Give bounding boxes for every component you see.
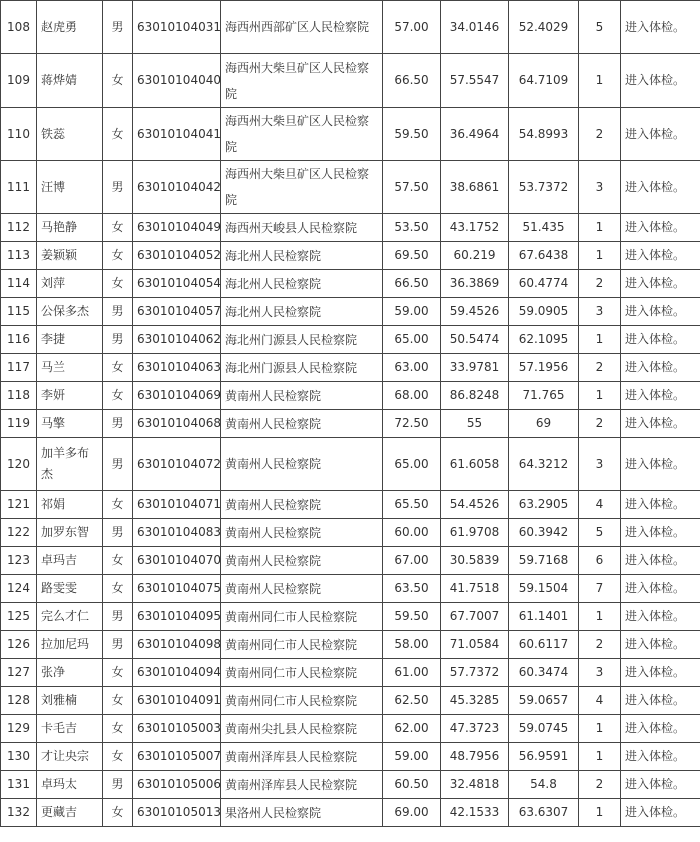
cell-rank: 6 bbox=[579, 547, 621, 575]
cell-total: 52.4029 bbox=[509, 1, 579, 54]
cell-interview: 33.9781 bbox=[441, 354, 509, 382]
cell-name: 汪博 bbox=[37, 161, 103, 214]
cell-interview: 61.6058 bbox=[441, 438, 509, 491]
cell-written: 60.50 bbox=[383, 771, 441, 799]
cell-interview: 41.7518 bbox=[441, 575, 509, 603]
cell-result: 进入体检。 bbox=[621, 491, 700, 519]
cell-interview: 47.3723 bbox=[441, 715, 509, 743]
cell-gender: 女 bbox=[103, 354, 133, 382]
table-row bbox=[1, 659, 700, 687]
cell-org: 黄南州人民检察院 bbox=[221, 410, 383, 438]
cell-id: 63010104062 bbox=[133, 326, 221, 354]
cell-name: 才让央宗 bbox=[37, 743, 103, 771]
cell-written: 59.50 bbox=[383, 108, 441, 161]
cell-rank: 7 bbox=[579, 575, 621, 603]
cell-rank: 1 bbox=[579, 214, 621, 242]
cell-interview: 57.7372 bbox=[441, 659, 509, 687]
cell-no: 131 bbox=[1, 771, 37, 799]
cell-interview: 59.4526 bbox=[441, 298, 509, 326]
cell-result: 进入体检。 bbox=[621, 1, 700, 54]
table-row bbox=[1, 161, 700, 214]
cell-written: 61.00 bbox=[383, 659, 441, 687]
cell-interview: 43.1752 bbox=[441, 214, 509, 242]
cell-result: 进入体检。 bbox=[621, 743, 700, 771]
cell-gender: 女 bbox=[103, 214, 133, 242]
cell-gender: 女 bbox=[103, 547, 133, 575]
cell-rank: 1 bbox=[579, 743, 621, 771]
cell-no: 125 bbox=[1, 603, 37, 631]
cell-rank: 1 bbox=[579, 382, 621, 410]
cell-no: 114 bbox=[1, 270, 37, 298]
table-row bbox=[1, 491, 700, 519]
cell-gender: 男 bbox=[103, 161, 133, 214]
table-row bbox=[1, 547, 700, 575]
cell-no: 130 bbox=[1, 743, 37, 771]
cell-written: 66.50 bbox=[383, 270, 441, 298]
cell-total: 67.6438 bbox=[509, 242, 579, 270]
cell-org: 黄南州同仁市人民检察院 bbox=[221, 631, 383, 659]
table-row bbox=[1, 242, 700, 270]
cell-result: 进入体检。 bbox=[621, 659, 700, 687]
cell-no: 128 bbox=[1, 687, 37, 715]
cell-gender: 女 bbox=[103, 659, 133, 687]
cell-org: 黄南州泽库县人民检察院 bbox=[221, 743, 383, 771]
cell-total: 54.8993 bbox=[509, 108, 579, 161]
cell-id: 63010104091 bbox=[133, 687, 221, 715]
cell-written: 65.00 bbox=[383, 438, 441, 491]
table-row bbox=[1, 1, 700, 54]
cell-interview: 36.3869 bbox=[441, 270, 509, 298]
cell-result: 进入体检。 bbox=[621, 382, 700, 410]
cell-no: 127 bbox=[1, 659, 37, 687]
cell-interview: 34.0146 bbox=[441, 1, 509, 54]
cell-gender: 女 bbox=[103, 54, 133, 108]
cell-id: 63010104041 bbox=[133, 108, 221, 161]
cell-name: 马擎 bbox=[37, 410, 103, 438]
cell-name: 加罗东智 bbox=[37, 519, 103, 547]
cell-interview: 32.4818 bbox=[441, 771, 509, 799]
cell-interview: 30.5839 bbox=[441, 547, 509, 575]
cell-gender: 男 bbox=[103, 410, 133, 438]
cell-name: 铁蕊 bbox=[37, 108, 103, 161]
cell-no: 129 bbox=[1, 715, 37, 743]
cell-written: 59.00 bbox=[383, 743, 441, 771]
cell-org: 海北州人民检察院 bbox=[221, 270, 383, 298]
cell-name: 李捷 bbox=[37, 326, 103, 354]
cell-org: 黄南州人民检察院 bbox=[221, 438, 383, 491]
cell-id: 63010104083 bbox=[133, 519, 221, 547]
cell-name: 更藏吉 bbox=[37, 799, 103, 827]
cell-org: 海西州天峻县人民检察院 bbox=[221, 214, 383, 242]
table-row bbox=[1, 298, 700, 326]
cell-name: 卓玛太 bbox=[37, 771, 103, 799]
cell-no: 119 bbox=[1, 410, 37, 438]
cell-name: 祁娟 bbox=[37, 491, 103, 519]
cell-result: 进入体检。 bbox=[621, 438, 700, 491]
cell-name: 蒋烨婧 bbox=[37, 54, 103, 108]
cell-no: 118 bbox=[1, 382, 37, 410]
cell-name: 完么才仁 bbox=[37, 603, 103, 631]
cell-org: 海北州门源县人民检察院 bbox=[221, 326, 383, 354]
cell-rank: 1 bbox=[579, 799, 621, 827]
cell-result: 进入体检。 bbox=[621, 242, 700, 270]
cell-result: 进入体检。 bbox=[621, 799, 700, 827]
cell-result: 进入体检。 bbox=[621, 410, 700, 438]
table-row bbox=[1, 108, 700, 161]
cell-no: 122 bbox=[1, 519, 37, 547]
cell-written: 68.00 bbox=[383, 382, 441, 410]
cell-written: 62.00 bbox=[383, 715, 441, 743]
cell-interview: 57.5547 bbox=[441, 54, 509, 108]
cell-gender: 女 bbox=[103, 687, 133, 715]
table-row bbox=[1, 354, 700, 382]
cell-gender: 男 bbox=[103, 771, 133, 799]
cell-result: 进入体检。 bbox=[621, 771, 700, 799]
cell-rank: 2 bbox=[579, 771, 621, 799]
cell-rank: 1 bbox=[579, 603, 621, 631]
cell-result: 进入体检。 bbox=[621, 547, 700, 575]
cell-total: 54.8 bbox=[509, 771, 579, 799]
cell-id: 63010104094 bbox=[133, 659, 221, 687]
cell-interview: 45.3285 bbox=[441, 687, 509, 715]
cell-rank: 1 bbox=[579, 715, 621, 743]
cell-org: 黄南州人民检察院 bbox=[221, 491, 383, 519]
cell-total: 64.3212 bbox=[509, 438, 579, 491]
table-row bbox=[1, 603, 700, 631]
cell-interview: 38.6861 bbox=[441, 161, 509, 214]
cell-total: 53.7372 bbox=[509, 161, 579, 214]
cell-result: 进入体检。 bbox=[621, 214, 700, 242]
cell-id: 63010104052 bbox=[133, 242, 221, 270]
cell-gender: 男 bbox=[103, 298, 133, 326]
cell-name: 卓玛吉 bbox=[37, 547, 103, 575]
cell-org: 海西州西部矿区人民检察院 bbox=[221, 1, 383, 54]
cell-result: 进入体检。 bbox=[621, 326, 700, 354]
cell-rank: 2 bbox=[579, 631, 621, 659]
cell-written: 57.00 bbox=[383, 1, 441, 54]
cell-interview: 61.9708 bbox=[441, 519, 509, 547]
cell-interview: 50.5474 bbox=[441, 326, 509, 354]
cell-gender: 男 bbox=[103, 438, 133, 491]
cell-result: 进入体检。 bbox=[621, 519, 700, 547]
table-row bbox=[1, 575, 700, 603]
cell-no: 121 bbox=[1, 491, 37, 519]
cell-written: 69.00 bbox=[383, 799, 441, 827]
cell-total: 59.0745 bbox=[509, 715, 579, 743]
cell-result: 进入体检。 bbox=[621, 603, 700, 631]
cell-id: 63010105007 bbox=[133, 743, 221, 771]
cell-org: 黄南州人民检察院 bbox=[221, 519, 383, 547]
cell-written: 66.50 bbox=[383, 54, 441, 108]
cell-name: 路雯雯 bbox=[37, 575, 103, 603]
cell-written: 59.50 bbox=[383, 603, 441, 631]
table-row bbox=[1, 715, 700, 743]
cell-org: 海北州人民检察院 bbox=[221, 242, 383, 270]
cell-rank: 3 bbox=[579, 659, 621, 687]
table-row bbox=[1, 799, 700, 827]
cell-id: 63010105006 bbox=[133, 771, 221, 799]
cell-org: 海北州门源县人民检察院 bbox=[221, 354, 383, 382]
cell-name: 刘雅楠 bbox=[37, 687, 103, 715]
cell-rank: 5 bbox=[579, 1, 621, 54]
cell-gender: 女 bbox=[103, 242, 133, 270]
cell-id: 63010105013 bbox=[133, 799, 221, 827]
cell-rank: 2 bbox=[579, 108, 621, 161]
cell-gender: 女 bbox=[103, 108, 133, 161]
cell-no: 110 bbox=[1, 108, 37, 161]
cell-written: 58.00 bbox=[383, 631, 441, 659]
cell-gender: 男 bbox=[103, 603, 133, 631]
cell-result: 进入体检。 bbox=[621, 631, 700, 659]
cell-gender: 女 bbox=[103, 743, 133, 771]
cell-no: 120 bbox=[1, 438, 37, 491]
cell-written: 53.50 bbox=[383, 214, 441, 242]
cell-gender: 女 bbox=[103, 382, 133, 410]
cell-total: 62.1095 bbox=[509, 326, 579, 354]
cell-gender: 女 bbox=[103, 715, 133, 743]
table-row bbox=[1, 214, 700, 242]
cell-total: 51.435 bbox=[509, 214, 579, 242]
cell-org: 黄南州泽库县人民检察院 bbox=[221, 771, 383, 799]
table-row bbox=[1, 631, 700, 659]
cell-interview: 55 bbox=[441, 410, 509, 438]
cell-gender: 男 bbox=[103, 519, 133, 547]
cell-rank: 1 bbox=[579, 54, 621, 108]
cell-id: 63010104068 bbox=[133, 410, 221, 438]
cell-id: 63010104095 bbox=[133, 603, 221, 631]
table-row bbox=[1, 438, 700, 491]
cell-total: 57.1956 bbox=[509, 354, 579, 382]
table-row bbox=[1, 771, 700, 799]
cell-rank: 5 bbox=[579, 519, 621, 547]
cell-name: 姜颖颖 bbox=[37, 242, 103, 270]
cell-rank: 1 bbox=[579, 326, 621, 354]
cell-name: 马艳静 bbox=[37, 214, 103, 242]
cell-name: 卡毛吉 bbox=[37, 715, 103, 743]
cell-interview: 42.1533 bbox=[441, 799, 509, 827]
cell-name: 公保多杰 bbox=[37, 298, 103, 326]
cell-org: 果洛州人民检察院 bbox=[221, 799, 383, 827]
cell-name: 马兰 bbox=[37, 354, 103, 382]
cell-org: 黄南州人民检察院 bbox=[221, 575, 383, 603]
cell-name: 拉加尼玛 bbox=[37, 631, 103, 659]
cell-total: 60.3474 bbox=[509, 659, 579, 687]
cell-total: 63.2905 bbox=[509, 491, 579, 519]
cell-id: 63010104063 bbox=[133, 354, 221, 382]
table-row bbox=[1, 519, 700, 547]
cell-name: 刘萍 bbox=[37, 270, 103, 298]
cell-total: 59.1504 bbox=[509, 575, 579, 603]
cell-org: 海西州大柴旦矿区人民检察院 bbox=[221, 54, 383, 108]
cell-name: 加羊多布杰 bbox=[37, 438, 103, 491]
cell-id: 63010104070 bbox=[133, 547, 221, 575]
cell-written: 63.00 bbox=[383, 354, 441, 382]
cell-total: 63.6307 bbox=[509, 799, 579, 827]
cell-result: 进入体检。 bbox=[621, 687, 700, 715]
cell-org: 黄南州人民检察院 bbox=[221, 382, 383, 410]
table-row bbox=[1, 382, 700, 410]
cell-no: 111 bbox=[1, 161, 37, 214]
cell-interview: 71.0584 bbox=[441, 631, 509, 659]
cell-interview: 36.4964 bbox=[441, 108, 509, 161]
cell-written: 62.50 bbox=[383, 687, 441, 715]
cell-no: 132 bbox=[1, 799, 37, 827]
cell-org: 黄南州人民检察院 bbox=[221, 547, 383, 575]
cell-total: 64.7109 bbox=[509, 54, 579, 108]
cell-gender: 女 bbox=[103, 270, 133, 298]
cell-org: 海北州人民检察院 bbox=[221, 298, 383, 326]
cell-no: 112 bbox=[1, 214, 37, 242]
cell-written: 67.00 bbox=[383, 547, 441, 575]
cell-org: 海西州大柴旦矿区人民检察院 bbox=[221, 161, 383, 214]
cell-org: 黄南州同仁市人民检察院 bbox=[221, 687, 383, 715]
cell-no: 117 bbox=[1, 354, 37, 382]
table-row bbox=[1, 743, 700, 771]
cell-id: 63010104069 bbox=[133, 382, 221, 410]
cell-rank: 4 bbox=[579, 687, 621, 715]
cell-no: 108 bbox=[1, 1, 37, 54]
cell-gender: 女 bbox=[103, 799, 133, 827]
cell-written: 65.50 bbox=[383, 491, 441, 519]
cell-result: 进入体检。 bbox=[621, 354, 700, 382]
table-row bbox=[1, 326, 700, 354]
cell-rank: 4 bbox=[579, 491, 621, 519]
cell-rank: 2 bbox=[579, 410, 621, 438]
cell-total: 56.9591 bbox=[509, 743, 579, 771]
cell-interview: 54.4526 bbox=[441, 491, 509, 519]
cell-rank: 2 bbox=[579, 354, 621, 382]
cell-rank: 3 bbox=[579, 298, 621, 326]
cell-gender: 女 bbox=[103, 491, 133, 519]
cell-id: 63010104054 bbox=[133, 270, 221, 298]
cell-name: 李妍 bbox=[37, 382, 103, 410]
cell-id: 63010104098 bbox=[133, 631, 221, 659]
cell-gender: 女 bbox=[103, 575, 133, 603]
cell-total: 61.1401 bbox=[509, 603, 579, 631]
cell-id: 63010105003 bbox=[133, 715, 221, 743]
cell-result: 进入体检。 bbox=[621, 298, 700, 326]
cell-total: 60.4774 bbox=[509, 270, 579, 298]
cell-org: 黄南州尖扎县人民检察院 bbox=[221, 715, 383, 743]
table-row bbox=[1, 410, 700, 438]
cell-org: 黄南州同仁市人民检察院 bbox=[221, 603, 383, 631]
cell-name: 赵虎勇 bbox=[37, 1, 103, 54]
cell-gender: 男 bbox=[103, 1, 133, 54]
cell-no: 113 bbox=[1, 242, 37, 270]
cell-total: 60.3942 bbox=[509, 519, 579, 547]
cell-interview: 86.8248 bbox=[441, 382, 509, 410]
cell-result: 进入体检。 bbox=[621, 575, 700, 603]
cell-interview: 60.219 bbox=[441, 242, 509, 270]
cell-id: 63010104040 bbox=[133, 54, 221, 108]
cell-total: 60.6117 bbox=[509, 631, 579, 659]
cell-total: 59.7168 bbox=[509, 547, 579, 575]
cell-written: 65.00 bbox=[383, 326, 441, 354]
cell-result: 进入体检。 bbox=[621, 715, 700, 743]
cell-id: 63010104072 bbox=[133, 438, 221, 491]
cell-written: 57.50 bbox=[383, 161, 441, 214]
cell-org: 黄南州同仁市人民检察院 bbox=[221, 659, 383, 687]
table-body bbox=[1, 1, 700, 827]
cell-gender: 男 bbox=[103, 326, 133, 354]
cell-rank: 3 bbox=[579, 438, 621, 491]
cell-written: 63.50 bbox=[383, 575, 441, 603]
cell-id: 63010104042 bbox=[133, 161, 221, 214]
cell-no: 124 bbox=[1, 575, 37, 603]
cell-name: 张净 bbox=[37, 659, 103, 687]
cell-rank: 3 bbox=[579, 161, 621, 214]
cell-id: 63010104071 bbox=[133, 491, 221, 519]
cell-id: 63010104031 bbox=[133, 1, 221, 54]
cell-result: 进入体检。 bbox=[621, 54, 700, 108]
table-row bbox=[1, 270, 700, 298]
cell-interview: 48.7956 bbox=[441, 743, 509, 771]
cell-written: 72.50 bbox=[383, 410, 441, 438]
cell-interview: 67.7007 bbox=[441, 603, 509, 631]
cell-no: 126 bbox=[1, 631, 37, 659]
cell-total: 59.0905 bbox=[509, 298, 579, 326]
cell-total: 69 bbox=[509, 410, 579, 438]
cell-written: 69.50 bbox=[383, 242, 441, 270]
cell-id: 63010104075 bbox=[133, 575, 221, 603]
cell-total: 59.0657 bbox=[509, 687, 579, 715]
cell-id: 63010104057 bbox=[133, 298, 221, 326]
cell-org: 海西州大柴旦矿区人民检察院 bbox=[221, 108, 383, 161]
cell-no: 123 bbox=[1, 547, 37, 575]
cell-id: 63010104049 bbox=[133, 214, 221, 242]
cell-rank: 2 bbox=[579, 270, 621, 298]
cell-written: 59.00 bbox=[383, 298, 441, 326]
cell-no: 109 bbox=[1, 54, 37, 108]
table-row bbox=[1, 54, 700, 108]
cell-rank: 1 bbox=[579, 242, 621, 270]
table-row bbox=[1, 687, 700, 715]
cell-result: 进入体检。 bbox=[621, 108, 700, 161]
cell-total: 71.765 bbox=[509, 382, 579, 410]
cell-written: 60.00 bbox=[383, 519, 441, 547]
cell-no: 115 bbox=[1, 298, 37, 326]
cell-gender: 男 bbox=[103, 631, 133, 659]
cell-result: 进入体检。 bbox=[621, 161, 700, 214]
cell-no: 116 bbox=[1, 326, 37, 354]
cell-result: 进入体检。 bbox=[621, 270, 700, 298]
